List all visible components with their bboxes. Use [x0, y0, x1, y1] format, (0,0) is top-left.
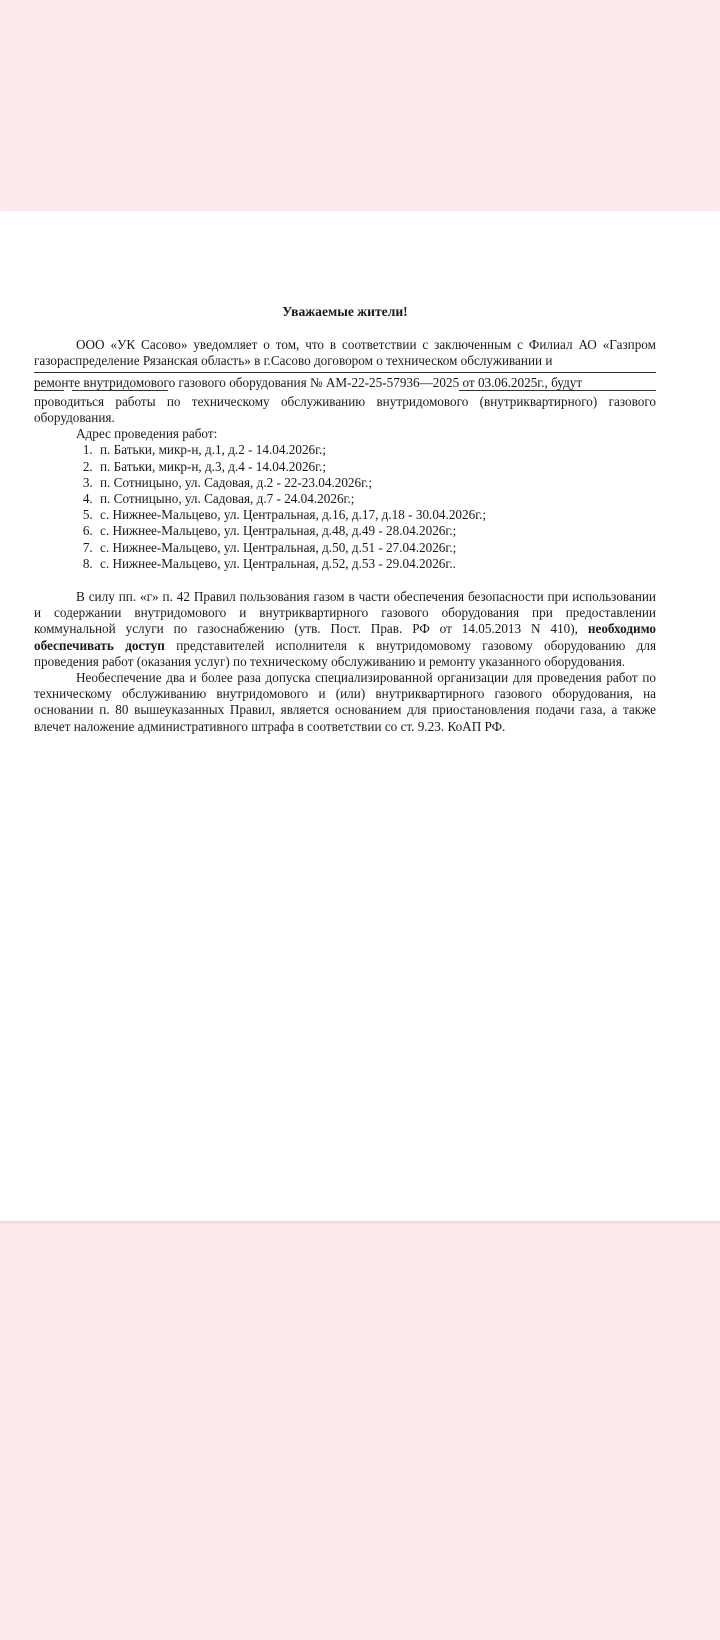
address-list [34, 442, 656, 572]
list-item: 1. п. Батьки, микр-н, д.1, д.2 - 14.04.2026г.; [96, 442, 656, 458]
access-paragraph [34, 589, 656, 670]
list-item: 8. с. Нижнее-Мальцево, ул. Центральная, д.52, д.53 - 29.04.2026г.. [96, 556, 656, 572]
list-item: 6. с. Нижнее-Мальцево, ул. Центральная, д.48, д.49 - 28.04.2026г.; [96, 523, 656, 539]
works-paragraph: проводиться работы по техническому обслуживанию внутридомового (внутриквартирного) газового оборудования. [34, 393, 656, 426]
underline-mark [459, 390, 656, 391]
list-item: 3. п. Сотницыно, ул. Садовая, д.2 - 22-23.04.2026г.; [96, 475, 656, 491]
intro-paragraph: ООО «УК Сасово» уведомляет о том, что в соответствии с заключенным с Филиал АО «Газпром газораспределение Рязанская область» в г.Сасово договором о техническом обслуживании и [34, 337, 656, 369]
list-item: 5. с. Нижнее-Мальцево, ул. Центральная, д.16, д.17, д.18 - 30.04.2026г.; [96, 507, 656, 523]
document-content [34, 304, 656, 735]
contract-line: ремонте внутридомового газового оборудования № АМ-22-25-57936—2025 от 03.06.2025г., будут [34, 374, 583, 390]
access-required-bold: необходимо обеспечивать доступ [34, 621, 656, 653]
document-page [0, 211, 720, 1221]
access-text-after: представителей исполнителя к внутридомовому газовому оборудованию для проведения работ (оказания услуг) по техническому обслуживанию и ремонту указанного оборудования. [34, 637, 657, 669]
underline-mark [34, 372, 656, 373]
underline-mark [72, 390, 168, 391]
list-item: 2. п. Батьки, микр-н, д.3, д.4 - 14.04.2026г.; [96, 459, 656, 475]
underline-mark [34, 390, 64, 391]
access-text-before: В силу пп. «г» п. 42 Правил пользования газом в части обеспечения безопасности при использовании и содержании внутридомового и внутриквартирного газового оборудования при предоставлении коммунальной услуги по газоснабжению (утв. Пост. Прав. РФ от 14.05.2013 N 410), [34, 589, 656, 637]
address-heading: Адрес проведения работ: [76, 426, 218, 442]
notice-title: Уважаемые жители! [282, 304, 408, 319]
penalty-paragraph: Необеспечение два и более раза допуска специализированной организации для проведения работ по техническому обслуживанию внутридомового и (или) внутриквартирного газового оборудования, на основании п. 80 вышеуказанных Правил, является основанием для приостановления подачи газа, а также влечет наложение административного штрафа в соответствии со ст. 9.23. КоАП РФ. [34, 670, 656, 734]
list-item: 4. п. Сотницыно, ул. Садовая, д.7 - 24.04.2026г.; [96, 491, 656, 507]
list-item: 7. с. Нижнее-Мальцево, ул. Центральная, д.50, д.51 - 27.04.2026г.; [96, 540, 656, 556]
